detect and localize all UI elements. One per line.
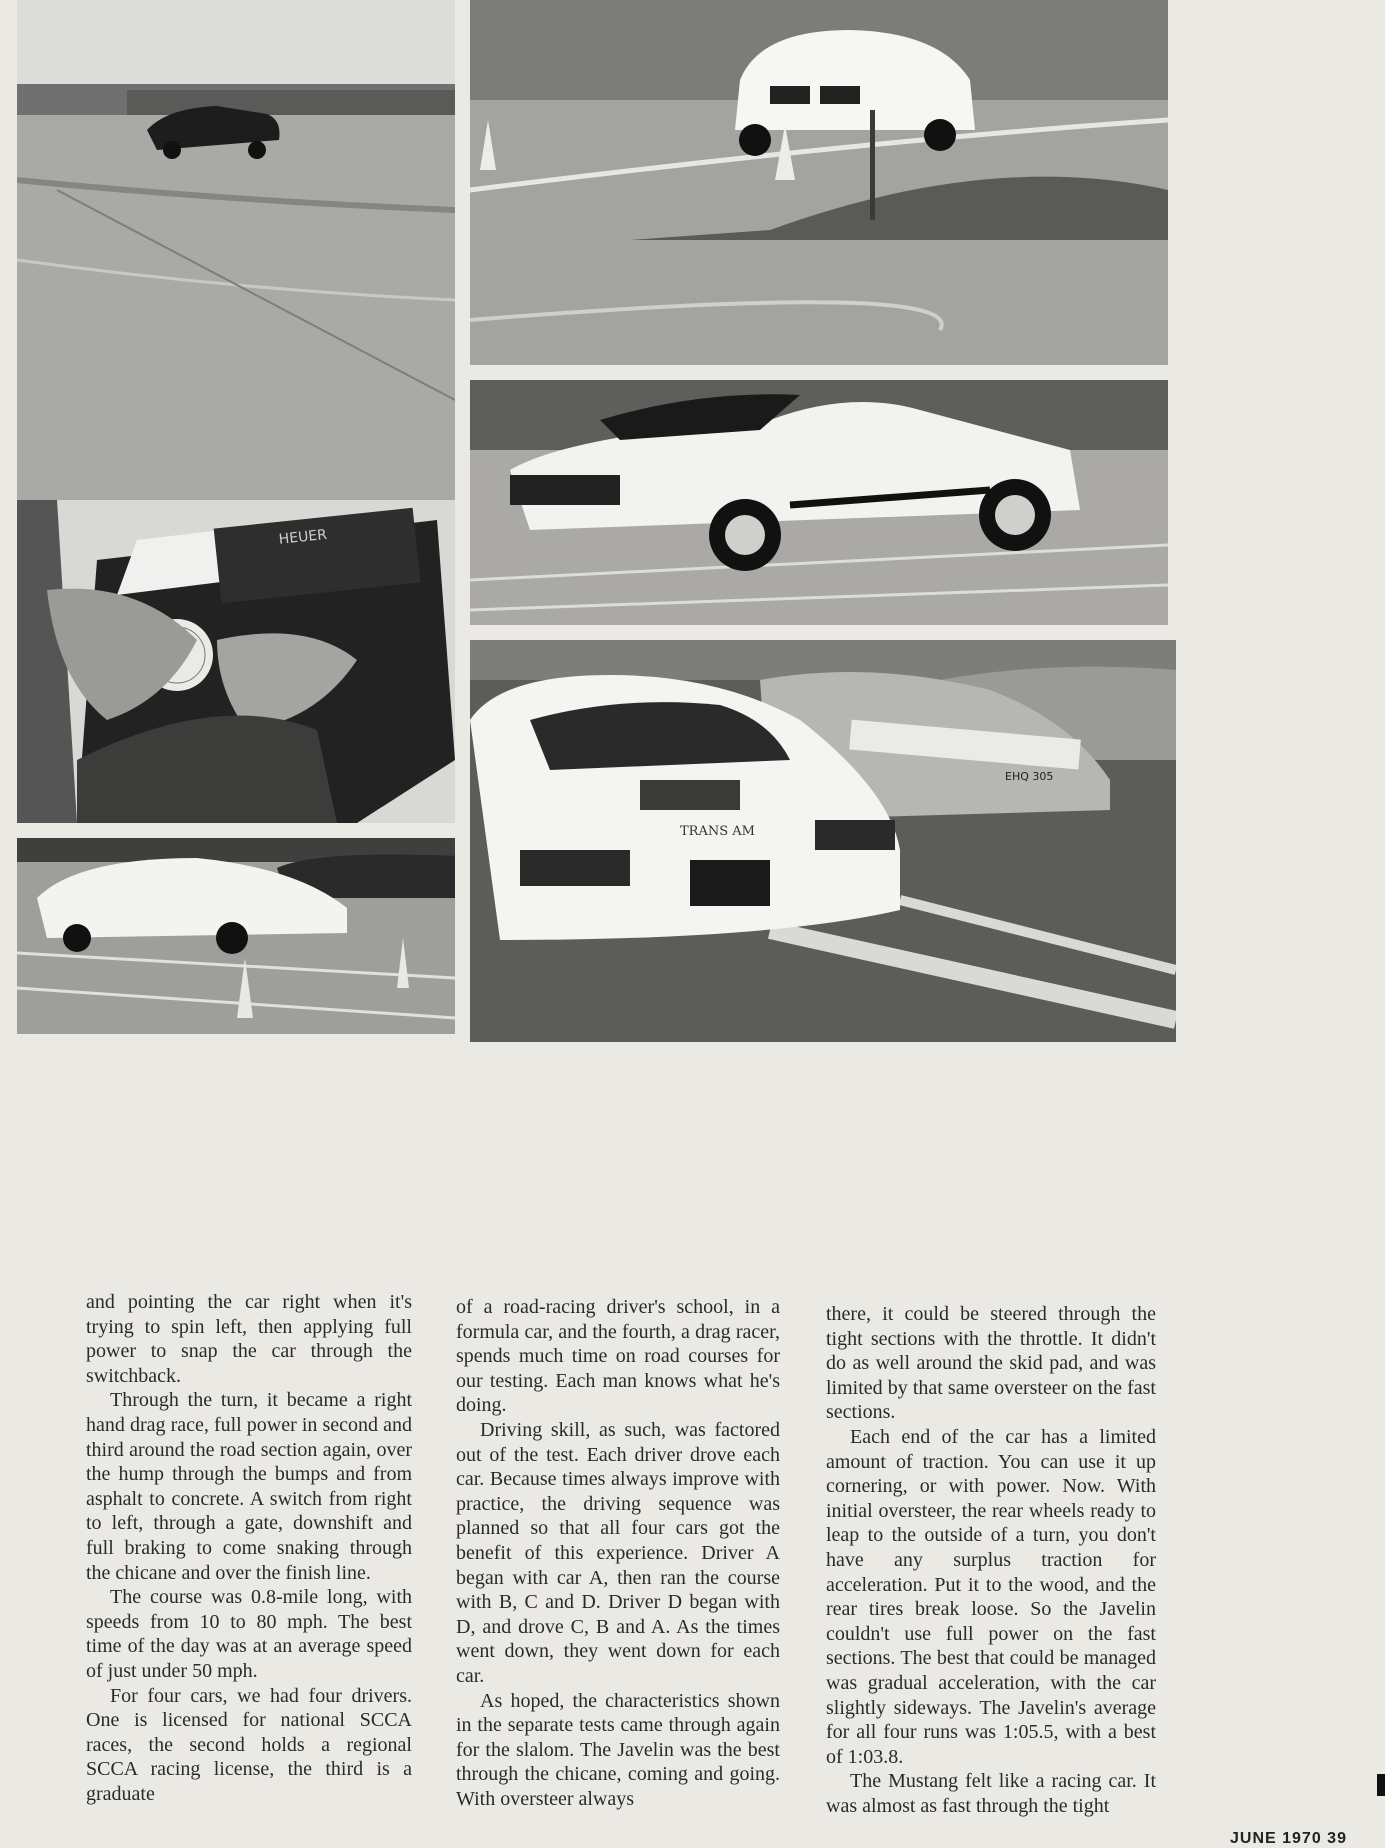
heuer-logo: HEUER xyxy=(278,526,328,548)
paragraph: The course was 0.8-mile long, with speeds from 10 to 80 mph. The best time of the day was at an average speed of just under 50 mph. xyxy=(86,1586,412,1682)
page-edge-mark xyxy=(1377,1774,1385,1796)
photo-lineup xyxy=(470,640,1176,1042)
paragraph: As hoped, the characteristics shown in the separate tests came through again for the slalom. The Javelin was the best through the chicane, coming and going. With oversteer always xyxy=(456,1689,780,1810)
paragraph: Each end of the car has a limited amount of traction. You can use it up cornering, or with power. Now. With initial oversteer, the rear wheels ready to leap to the outside of a turn, you don't have any surplus traction for acceleration. Put it to the wood, and the rear tires break loose. So the Javelin couldn't use full power on the fast sections. The best that could be managed was gradual acceleration, with the car slightly sideways. The Javelin's average for all four runs was 1:05.5, with a best of 1:03.8. xyxy=(826,1425,1156,1768)
photo-mustang-skidpad xyxy=(17,0,455,520)
paragraph: Through the turn, it became a right hand drag race, full power in second and third around the road section again, over the hump through the bumps and from asphalt to concrete. A switch from right to left, through a gate, downshift and full braking to come snaking through the chicane and over the finish line. xyxy=(86,1389,412,1584)
paragraph: of a road-racing driver's school, in a formula car, and the fourth, a drag racer, spends much time on road courses for our testing. Each man knows what he's doing. xyxy=(456,1296,780,1417)
paragraph: and pointing the car right when it's trying to spin left, then applying full power to snap the car through the switchback. xyxy=(86,1291,412,1387)
photo-stopwatch xyxy=(17,500,455,823)
paragraph: there, it could be steered through the tight sections with the throttle. It didn't do as well around the skid pad, and was limited by that same oversteer on the fast sections. xyxy=(826,1303,1156,1424)
paragraph: For four cars, we had four drivers. One is licensed for national SCCA races, the second holds a regional SCCA racing license, the third is a graduate xyxy=(86,1684,412,1805)
photo-firebird-cones xyxy=(17,838,455,1034)
license-plate: EHQ 305 xyxy=(1005,770,1054,783)
trans-am-badge: TRANS AM xyxy=(680,824,755,839)
article-column-1 xyxy=(86,1290,412,1806)
article-column-3 xyxy=(826,1302,1156,1818)
page-footer: JUNE 1970 39 xyxy=(1230,1830,1347,1847)
paragraph: The Mustang felt like a racing car. It was almost as fast through the tight xyxy=(826,1770,1156,1817)
photo-transam-slalom xyxy=(470,0,1168,365)
photo-mustang-boss xyxy=(470,380,1168,625)
paragraph: Driving skill, as such, was factored out of the test. Each driver drove each car. Because times always improve with practice, the driving sequence was planned so that all four cars got the benefit of this experience. Driver A began with car A, then ran the course with B, C and D. Driver D began with D, and drove C, B and A. As the times went down, they went down for each car. xyxy=(456,1418,780,1687)
article-column-2 xyxy=(456,1295,780,1811)
